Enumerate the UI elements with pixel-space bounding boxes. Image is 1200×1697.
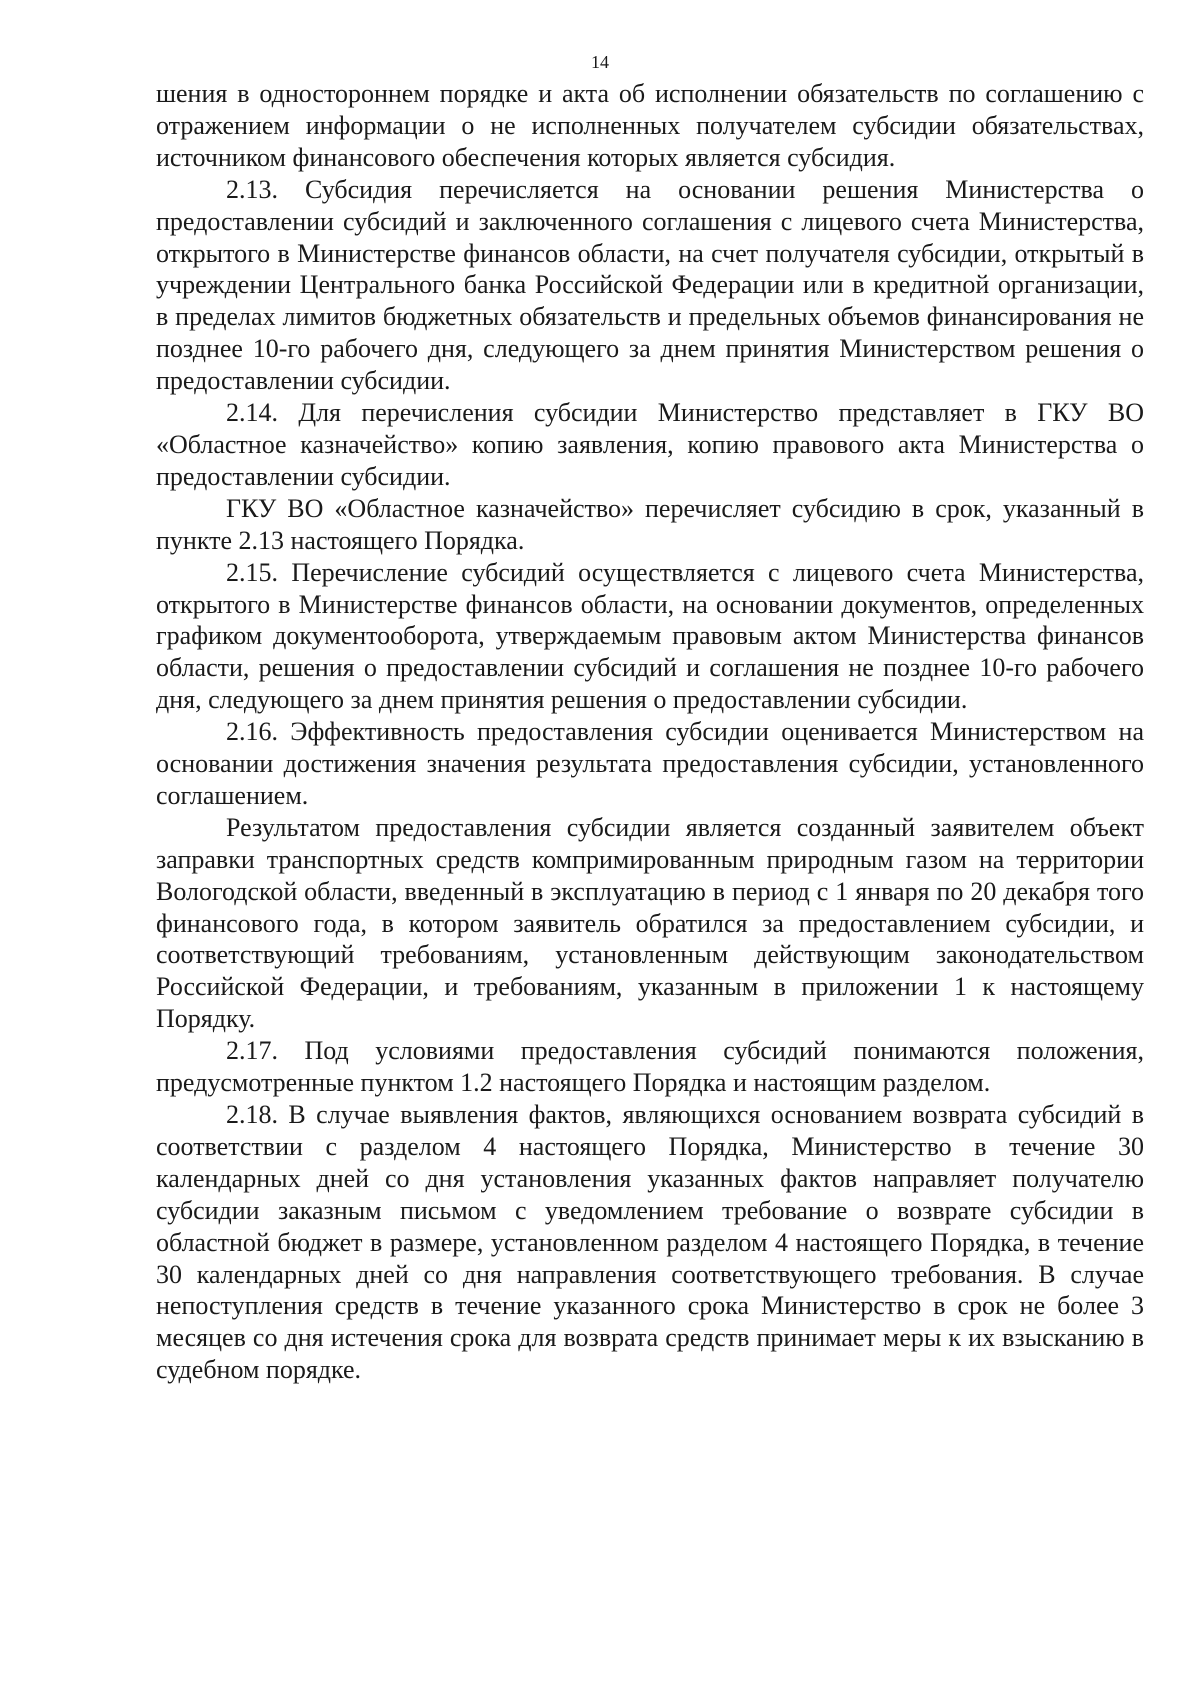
paragraph-2-14-treasury: ГКУ ВО «Областное казначейство» перечисляет субсидию в срок, указанный в пункте 2.13 настоящего Порядка. [156, 493, 1144, 555]
paragraph-continuation: шения в одностороннем порядке и акта об исполнении обязательств по соглашению с отражением информации о не исполненных получателем субсидии обязательствах, источником финансового обеспечения которых является субсидия. [156, 79, 1144, 172]
document-body [156, 78, 1144, 1386]
page-number: 14 [591, 52, 609, 72]
paragraph-2-16-result: Результатом предоставления субсидии является созданный заявителем объект заправки транспортных средств компримированным природным газом на территории Вологодской области, введенный в эксплуатацию в период с 1 января по 20 декабря того финансового года, в котором заявитель обратился за предоставлением субсидии, и соответствующий требованиям, установленным действующим законодательством Российской Федерации, и требованиям, указанным в приложении 1 к настоящему Порядку. [156, 812, 1144, 1034]
paragraph-2-15: 2.15. Перечисление субсидий осуществляется с лицевого счета Министерства, открытого в Министерстве финансов области, на основании документов, определенных графиком документооборота, утверждаемым правовым актом Министерства финансов области, решения о предоставлении субсидий и соглашения не позднее 10-го рабочего дня, следующего за днем принятия решения о предоставлении субсидии. [156, 557, 1144, 715]
paragraph-2-17: 2.17. Под условиями предоставления субсидий понимаются положения, предусмотренные пунктом 1.2 настоящего Порядка и настоящим разделом. [156, 1036, 1144, 1098]
paragraph-2-13: 2.13. Субсидия перечисляется на основании решения Министерства о предоставлении субсидий и заключенного соглашения с лицевого счета Министерства, открытого в Министерстве финансов области, на счет получателя субсидии, открытый в учреждении Центрального банка Российской Федерации или в кредитной организации, в пределах лимитов бюджетных обязательств и предельных объемов финансирования не позднее 10-го рабочего дня, следующего за днем принятия Министерством решения о предоставлении субсидии. [156, 174, 1144, 396]
paragraph-2-18: 2.18. В случае выявления фактов, являющихся основанием возврата субсидий в соответствии с разделом 4 настоящего Порядка, Министерство в течение 30 календарных дней со дня установления указанных фактов направляет получателю субсидии заказным письмом с уведомлением требование о возврате субсидии в областной бюджет в размере, установленном разделом 4 настоящего Порядка, в течение 30 календарных дней со дня направления соответствующего требования. В случае непоступления средств в течение указанного срока Министерство в срок не более 3 месяцев со дня истечения срока для возврата средств принимает меры к их взысканию в судебном порядке. [156, 1100, 1144, 1385]
paragraph-2-14: 2.14. Для перечисления субсидии Министерство представляет в ГКУ ВО «Областное казначейство» копию заявления, копию правового акта Министерства о предоставлении субсидии. [156, 398, 1144, 491]
paragraph-2-16: 2.16. Эффективность предоставления субсидии оценивается Министерством на основании достижения значения результата предоставления субсидии, установленного соглашением. [156, 717, 1144, 810]
